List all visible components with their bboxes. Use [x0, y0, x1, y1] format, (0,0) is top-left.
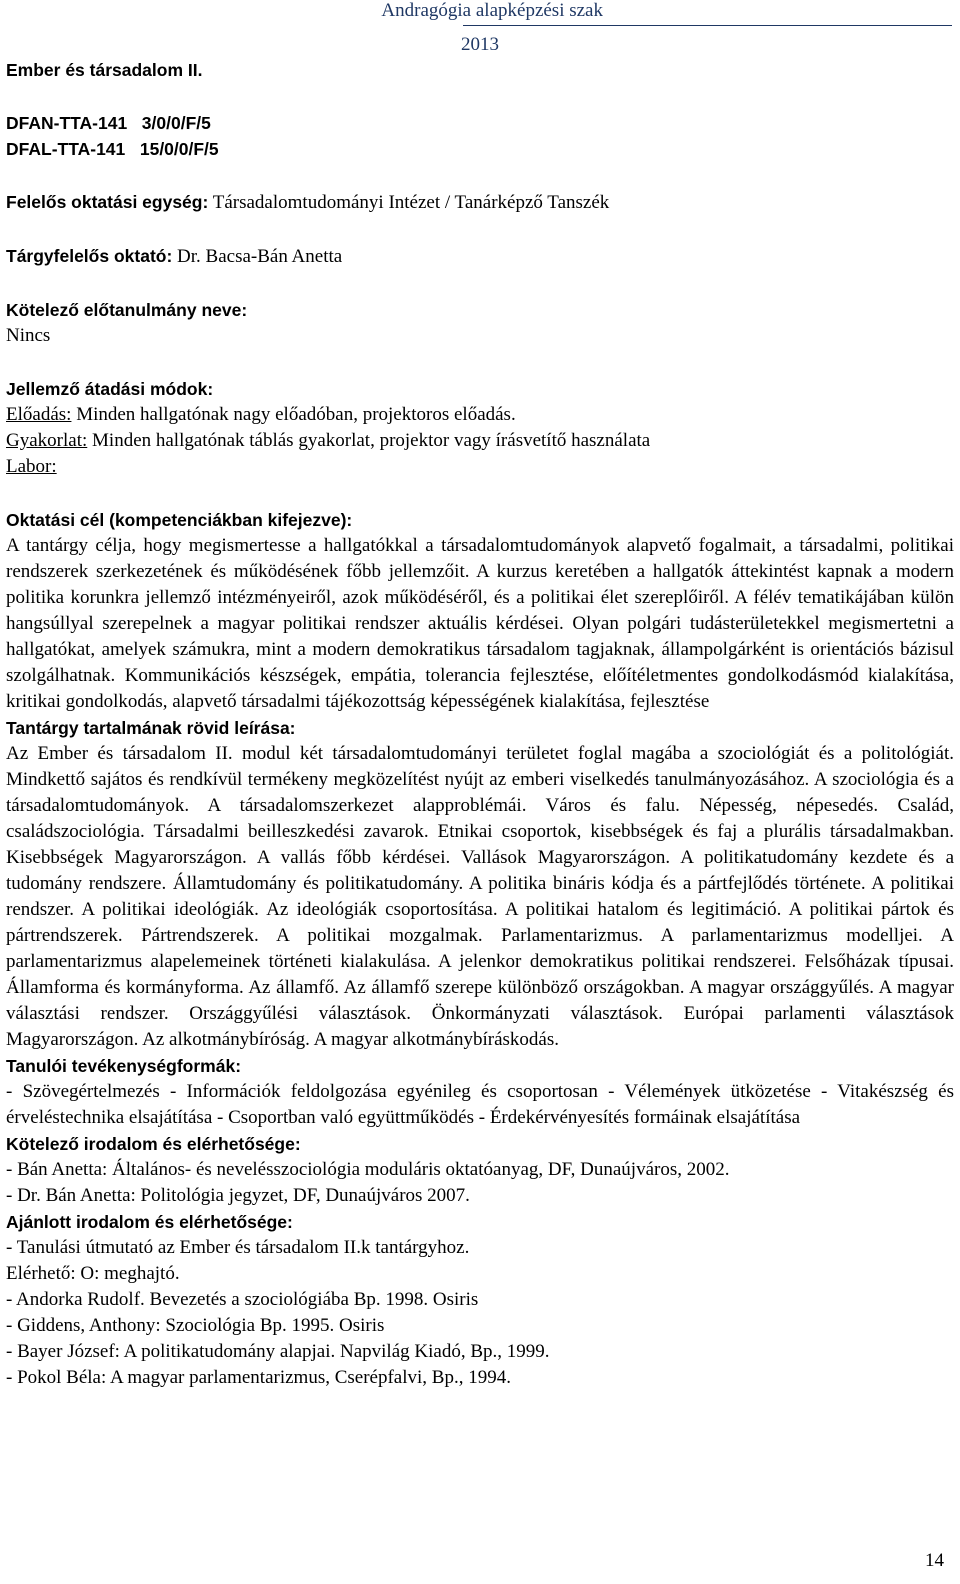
goal-label: Oktatási cél (kompetenciákban kifejezve): — [6, 510, 353, 530]
recommended-item: - Tanulási útmutató az Ember és társadalom II.k tantárgyhoz. — [6, 1237, 470, 1258]
course-code-2: DFAL-TTA-141 15/0/0/F/5 — [6, 139, 219, 159]
spacer — [6, 270, 954, 297]
lab-label: Labor: — [6, 456, 57, 477]
delivery-lecture — [6, 402, 954, 428]
instructor-value: Dr. Bacsa-Bán Anetta — [177, 246, 343, 267]
spacer — [6, 162, 954, 189]
content-label: Tantárgy tartalmának rövid leírása: — [6, 718, 296, 738]
lecture-value: Minden hallgatónak nagy előadóban, projektoros előadás. — [76, 404, 516, 425]
goal-text: A tantárgy célja, hogy megismertesse a hallgatókkal a társadalomtudományok alapvető fogalmait, a társadalmi, politikai rendszerek szerkezetének és működésének főbb jellemzőit. A kurzus keretében a hallgatók áttekintést kapnak a modern politika korunkra jellemző intézményeiről, azok működéséről, és a politikai élet szereplőiről. A félév tematikájában külön hangsúllyal szerepelnek a magyar politikai rendszer aktuális kérdései. Olyan polgári tudásterületekkel megismertetni a hallgatókat, amelyek számukra, mint a modern demokratikus társadalom tagjaknak, állampolgárként is orientációs bázisul szolgálhatnak. Kommunikációs készségek, empátia, tolerancia fejlesztése, előítéletmentes gondolkodásmód kialakítása, kritikai gondolkodás, alapvető társadalmi tájékozottság képességének kialakítása, fejlesztése — [6, 535, 954, 712]
page-number: 14 — [925, 1550, 944, 1571]
required-item: - Bán Anetta: Általános- és nevelésszociológia moduláris oktatóanyag, DF, Dunaújváros, 2002. — [6, 1159, 730, 1180]
recommended-label: Ajánlott irodalom és elérhetősége: — [6, 1212, 293, 1232]
unit-label: Felelős oktatási egység: — [6, 192, 209, 212]
document-body — [6, 57, 954, 1391]
spacer — [6, 216, 954, 243]
required-label: Kötelező irodalom és elérhetősége: — [6, 1134, 301, 1154]
recommended-item: - Giddens, Anthony: Szociológia Bp. 1995. Osiris — [6, 1315, 385, 1336]
spacer — [6, 349, 954, 376]
recommended-item: - Pokol Béla: A magyar parlamentarizmus, Cserépfalvi, Bp., 1994. — [6, 1367, 511, 1388]
instructor-row — [6, 243, 954, 270]
activities-text: - Szövegértelmezés - Információk feldolgozása egyénileg és csoportosan - Vélemények ütközetése - Vitakészség és érveléstechnika elsajátítása - Csoportban való együttműködés - Érdekérvényesítés formáinak elsajátítása — [6, 1081, 954, 1128]
practice-label: Gyakorlat: — [6, 430, 88, 451]
unit-row — [6, 189, 954, 216]
unit-value: Társadalomtudományi Intézet / Tanárképző Tanszék — [212, 192, 610, 213]
header-year: 2013 — [461, 34, 499, 55]
prerequisite-value: Nincs — [6, 325, 51, 346]
header-program: Andragógia alapképzési szak — [381, 0, 603, 21]
activities-label: Tanulói tevékenységformák: — [6, 1056, 242, 1076]
recommended-item: - Bayer József: A politikatudomány alapjai. Napvilág Kiadó, Bp., 1999. — [6, 1341, 550, 1362]
recommended-item: Elérhető: O: meghajtó. — [6, 1263, 180, 1284]
recommended-item: - Andorka Rudolf. Bevezetés a szociológiába Bp. 1998. Osiris — [6, 1289, 479, 1310]
required-item: - Dr. Bán Anetta: Politológia jegyzet, DF, Dunaújváros 2007. — [6, 1185, 470, 1206]
prerequisite-label: Kötelező előtanulmány neve: — [6, 300, 248, 320]
header-divider — [463, 25, 952, 26]
instructor-label: Tárgyfelelős oktató: — [6, 246, 173, 266]
practice-value: Minden hallgatónak táblás gyakorlat, projektor vagy írásvetítő használata — [92, 430, 651, 451]
lecture-label: Előadás: — [6, 404, 72, 425]
delivery-lab — [6, 454, 954, 480]
spacer — [6, 83, 954, 110]
course-code-1: DFAN-TTA-141 3/0/0/F/5 — [6, 113, 211, 133]
content-text: Az Ember és társadalom II. modul két társadalomtudományi területet foglal magába a szociológiát és a politológiát. Mindkettő sajátos és rendkívül termékeny megközelítést nyújt az emberi viselkedés tanulmányozásához. A szociológia és a társadalomtudományok. A társadalomszerkezet alapproblémái. Város és falu. Népesség, népesedés. Család, családszociológia. Társadalmi beilleszkedési zavarok. Etnikai csoportok, kisebbségek és faj a plurális társadalmakban. Kisebbségek Magyarországon. A vallás főbb kérdései. Vallások Magyarországon. A politikatudomány kezdete és a tudomány rendszere. Államtudomány és politikatudomány. A politika bináris kódja és a pártfejlődés története. A politikai rendszer. A politikai ideológiák. Az ideológiák csoportosítása. A politikai hatalom és legitimáció. A politikai pártok és pártrendszerek. Pártrendszerek. A politikai mozgalmak. Parlamentarizmus. A parlamentarizmus modelljei. A parlamentarizmus alapelemeinek történeti kialakulása. A jelenkor demokratikus politikai rendszerei. Felsőházak típusai. Államforma és kormányforma. Az államfő. Az államfő szerepe különböző országokban. A magyar országgyűlés. A magyar választási rendszer. Országgyűlési választások. Önkormányzati választások. Európai parlamenti választások Magyarországon. Az alkotmánybíróság. A magyar alkotmánybíráskodás. — [6, 743, 954, 1050]
delivery-label: Jellemző átadási módok: — [6, 379, 214, 399]
delivery-practice — [6, 428, 954, 454]
spacer — [6, 480, 954, 507]
course-title: Ember és társadalom II. — [6, 60, 203, 80]
